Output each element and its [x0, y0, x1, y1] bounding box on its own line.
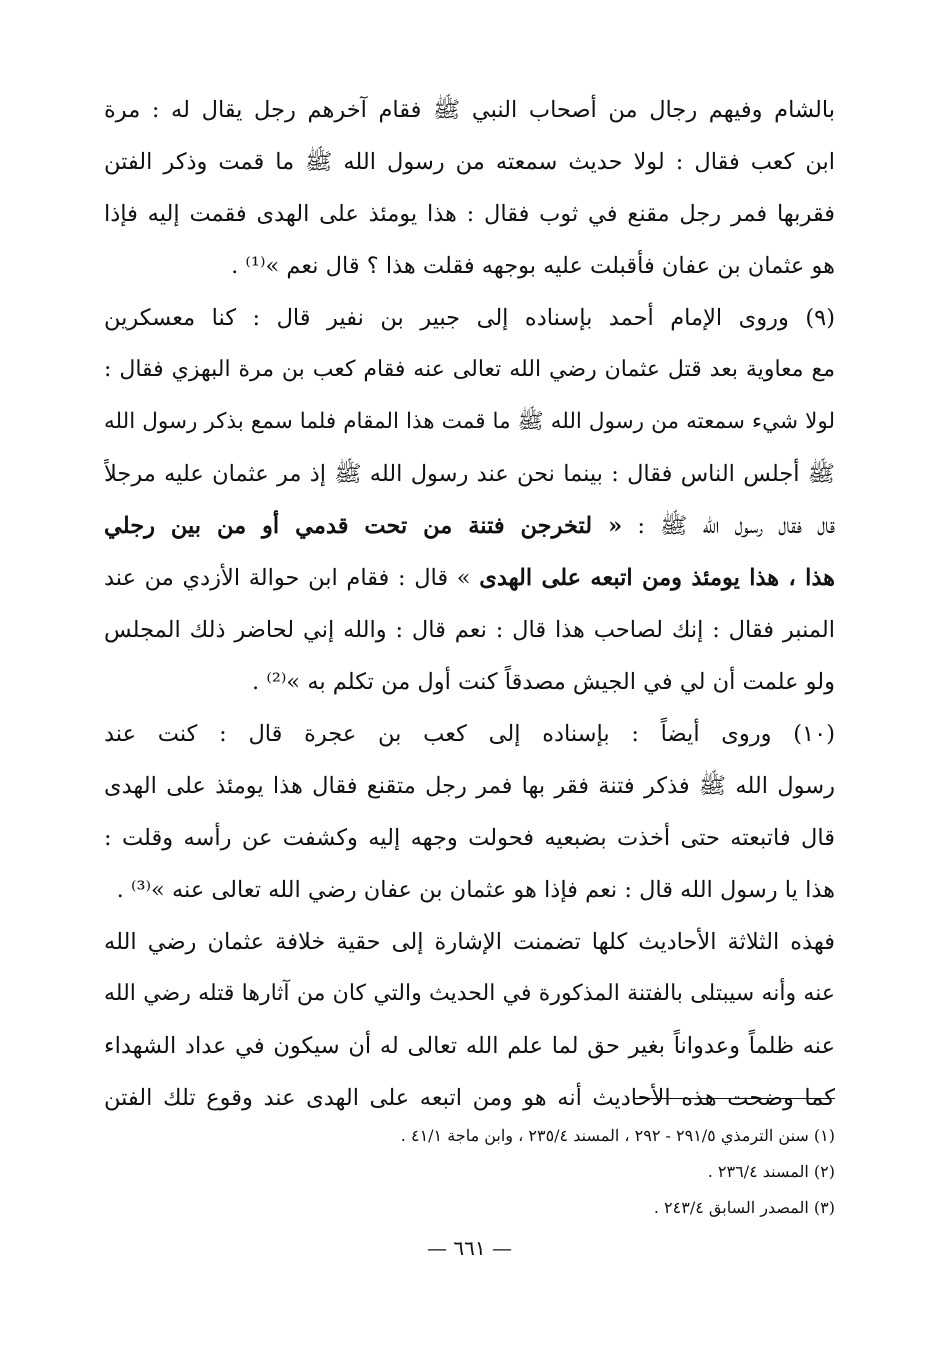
text-line-12: ولو علمت أن لي في الجيش مصدقاً كنت أول من تكلم به »⁽²⁾ .	[252, 669, 835, 695]
text-line-15: قال فاتبعته حتى أخذت بضبعيه فحولت وجهه إليه وكشفت عن رأسه وقلت :	[104, 825, 835, 851]
text-line-9-normal: قال فقال رسول الله ﷺ :	[622, 513, 835, 539]
page-number-text: — ٦٦١ —	[427, 1236, 512, 1260]
text-line-6: مع معاوية بعد قتل عثمان رضي الله تعالى عنه فقام كعب بن مرة البهزي فقال :	[104, 357, 835, 382]
text-line-11: المنبر فقال : إنك لصاحب هذا قال : نعم قال : والله إني لحاضر ذلك المجلس	[104, 617, 835, 643]
footnote-divider	[635, 1098, 835, 1099]
text-line-20: كما وضحت هذه الأحاديث أنه هو ومن اتبعه على الهدى عند وقوع تلك الفتن	[104, 1085, 835, 1111]
text-line-10-normal: » قال : فقام ابن حوالة الأزدي من عند	[104, 565, 480, 591]
text-line-10-bold: هذا ، هذا يومئذ ومن اتبعه على الهدى	[479, 565, 835, 591]
text-line-14: رسول الله ﷺ فذكر فتنة فقر بها فمر رجل متقنع فقال هذا يومئذ على الهدى	[104, 773, 835, 799]
text-line-17: فهذه الثلاثة الأحاديث كلها تضمنت الإشارة إلى حقية خلافة عثمان رضي الله	[104, 929, 835, 955]
main-text	[104, 84, 835, 1124]
text-line-8: ﷺ أجلس الناس فقال : بينما نحن عند رسول الله ﷺ إذ مر عثمان عليه مرجلاً	[104, 461, 835, 487]
text-line-16: هذا يا رسول الله قال : نعم فإذا هو عثمان بن عفان رضي الله تعالى عنه »⁽³⁾ .	[116, 877, 835, 903]
text-line-18: عنه وأنه سيبتلى بالفتنة المذكورة في الحديث والتي كان من آثارها قتله رضي الله	[104, 981, 835, 1006]
text-line-19: عنه ظلماً وعدواناً بغير حق لما علم الله تعالى له أن سيكون في عداد الشهداء	[104, 1033, 835, 1059]
footnote-1: (١) سنن الترمذي ٢٩١/٥ - ٢٩٢ ، المسند ٢٣٥/٤ ، وابن ماجة ٤١/١ .	[400, 1126, 835, 1145]
text-line-7: لولا شيء سمعته من رسول الله ﷺ ما قمت هذا المقام فلما سمع بذكر رسول الله	[104, 409, 835, 434]
text-line-9-bold: « لتخرجن فتنة من تحت قدمي أو من بين رجلي	[104, 513, 623, 539]
text-line-2: ابن كعب فقال : لولا حديث سمعته من رسول الله ﷺ ما قمت وذكر الفتن	[104, 149, 835, 175]
page-body	[104, 84, 835, 1124]
text-line-1: بالشام وفيهم رجال من أصحاب النبي ﷺ فقام آخرهم رجل يقال له : مرة	[104, 97, 835, 123]
text-line-9	[104, 500, 835, 552]
text-line-4: هو عثمان بن عفان فأقبلت عليه بوجهه فقلت هذا ؟ قال نعم »⁽¹⁾ .	[231, 253, 835, 279]
footnote-2: (٢) المسند ٢٣٦/٤ .	[707, 1162, 835, 1181]
footnote-3: (٣) المصدر السابق ٢٤٣/٤ .	[653, 1198, 835, 1217]
text-line-10	[104, 552, 835, 604]
footnotes	[104, 1118, 835, 1226]
text-line-13: (١٠) وروى أيضاً : بإسناده إلى كعب بن عجرة قال : كنت عند	[104, 721, 835, 747]
text-line-3: فقربها فمر رجل مقنع في ثوب فقال : هذا يومئذ على الهدى فقمت إليه فإذا	[104, 201, 835, 227]
text-line-5: (٩) وروى الإمام أحمد بإسناده إلى جبير بن نفير قال : كنا معسكرين	[104, 305, 835, 331]
page-number	[0, 1236, 939, 1260]
